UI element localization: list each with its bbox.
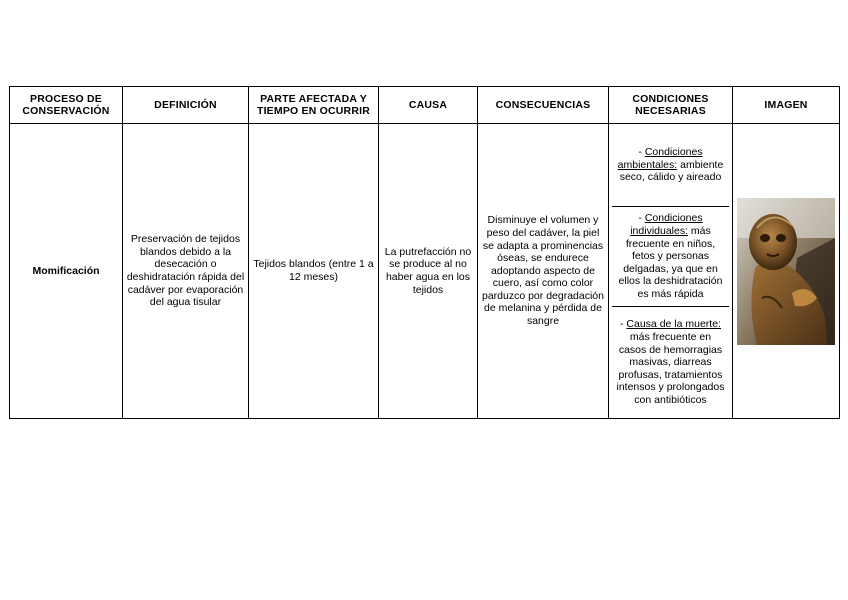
condicion-ambientales <box>612 124 729 206</box>
condicion-individuales <box>612 206 729 306</box>
condicion-title: Condiciones ambientales: <box>617 146 703 171</box>
condicion-causa-muerte <box>612 306 729 418</box>
table-row <box>10 124 840 419</box>
header-causa: CAUSA <box>379 87 478 124</box>
condicion-prefix: - <box>638 212 645 225</box>
condicion-text: ambiente seco, cálido y aireado <box>619 158 724 184</box>
header-imagen: IMAGEN <box>733 87 840 124</box>
cell-definicion: Preservación de tejidos blandos debido a la desecación o deshidratación rápida del cadáver por evaporación del agua tisular <box>123 124 249 419</box>
condicion-prefix: - <box>638 146 645 159</box>
cell-consecuencias: Disminuye el volumen y peso del cadáver, la piel se adapta a prominencias óseas, se endurece adoptando aspecto de cuero, así como color parduzco por degradación de melanina y pérdida de sangre <box>478 124 609 419</box>
header-parte: PARTE AFECTADA Y TIEMPO EN OCURRIR <box>249 87 379 124</box>
header-condiciones: CONDICIONES NECESARIAS <box>609 87 733 124</box>
header-consecuencias: CONSECUENCIAS <box>478 87 609 124</box>
condicion-title: Condiciones individuales: <box>630 212 703 238</box>
cell-parte: Tejidos blandos (entre 1 a 12 meses) <box>249 124 379 419</box>
cell-imagen <box>733 124 840 419</box>
cell-condiciones <box>609 124 733 419</box>
condicion-title: Causa de la muerte: <box>626 318 721 331</box>
cell-proceso: Momificación <box>10 124 123 419</box>
mummy-photo <box>737 198 835 345</box>
conservation-table <box>9 86 840 419</box>
cell-causa: La putrefacción no se produce al no haber agua en los tejidos <box>379 124 478 419</box>
condicion-text: más frecuente en niños, fetos y personas delgadas, ya que en ellos la deshidratación es más rápida <box>618 225 723 300</box>
header-proceso: PROCESO DE CONSERVACIÓN <box>10 87 123 124</box>
condicion-text: más frecuente en casos de hemorragias masivas, diarreas profusas, tratamientos intensos y prolongados con antibióticos <box>616 331 725 406</box>
header-definicion: DEFINICIÓN <box>123 87 249 124</box>
header-row <box>10 87 840 124</box>
condicion-prefix: - <box>620 318 627 331</box>
